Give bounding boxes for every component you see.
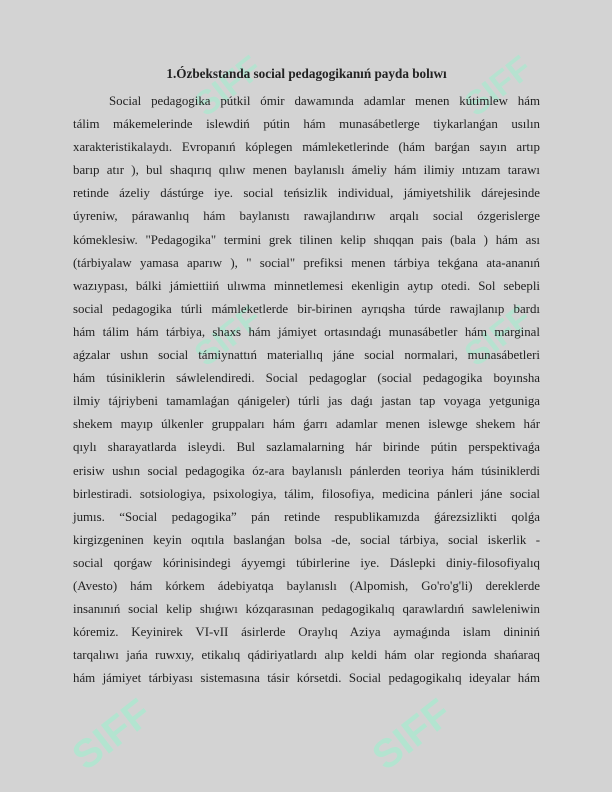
- text-line: kirgizgeninen keyin oqıtıla baslanǵan bolsa -de, social tárbiya, social iskerlik -: [73, 532, 540, 547]
- text-line: jumıs. “Social pedagogika” pán retinde respublikamızda ǵárezsizlikti qolǵa: [73, 509, 540, 524]
- text-line: birlestiradi. sotsiologiya, psixologiya, tálim, filosofiya, medicina pánleri jáne social: [73, 486, 540, 501]
- text-line: xarakteristikalaydı. Evropanıń kóplegen mámleketlerinde (hám barǵan sayın artıp: [73, 140, 540, 155]
- text-line: social qorǵaw kórinisindegi áyyemgi túbirlerine iye. Dáslepki diniy-filosofiyalıq: [73, 555, 540, 570]
- text-line: shekem mayıp úlkenler gruppaları hám ǵarrı adamlar menen islewge shekem hár: [73, 417, 540, 432]
- text-line: tarqalıwı jańa ruwxıy, etikalıq qádiriyatlardı alıp keldi hám olar regionda shańaraq: [73, 648, 540, 663]
- text-line: wazıypası, bálki jámiettiiń ulıwma minnetlemesi ekenligin aytıp otedi. Sol sebepli: [73, 278, 540, 293]
- text-line: (Avesto) hám kórkem ádebiyatqa baylanıslı (Alpomish, Go'ro'g'li) dereklerde: [73, 578, 540, 593]
- text-line: retinde ázeliy dástúrge iye. social teńsizlik individual, jámiyetshilik dárejesinde: [73, 186, 540, 201]
- text-line: hám túsiniklerin sáwlelendiredi. Social pedagoglar (social pedagogika boyınsha: [73, 371, 540, 386]
- watermark-text: SIFF: [187, 298, 269, 374]
- text-line: kóremiz. Keyinirek VI-vII ásirlerde Oraylıq Aziya aymaǵında islam dininiń: [73, 625, 540, 640]
- document-title: 1.Ózbekstanda social pedagogikanıń payda bolıwı: [166, 66, 447, 81]
- watermark-text: SIFF: [187, 48, 269, 124]
- text-line: Social pedagogika pútkil ómir dawamında adamlar menen kútimlew hám: [109, 94, 540, 108]
- text-line: social pedagogika túrli mámleketlerde bir-birinen ayrıqsha túrde rawajlanıp bardı: [73, 301, 540, 316]
- text-line: barıp atır ), bul shaqırıq qılıw menen baylanıslı ámeliy hám ilimiy ıntızam tarawı: [73, 163, 540, 178]
- text-line: kómeklesiw. "Pedagogika" termini grek tilinen kelip shıqqan pais (bala ) hám ası: [73, 232, 540, 247]
- watermark-bottom-right: [364, 691, 459, 779]
- text-line: aǵzalar ushın social támiynattıń materiallıq jáne social normalari, munasábetleri: [73, 348, 540, 363]
- text-line: qıylı sharayatlarda isleydi. Bul sazlamalarning hár birinde pútin perspektivaǵa: [73, 440, 540, 455]
- text-line: úyreniw, párawanlıq hám baylanıstı rawajlandırıw arqalı social ózgerislerge: [73, 209, 540, 224]
- watermark-text: SIFF: [457, 298, 539, 374]
- document-page: [73, 64, 540, 690]
- text-line: insanınıń social kelip shıǵıwı kózqarasınan pedagogikalıq qarawlardıń sawleleniwin: [73, 602, 540, 617]
- text-line: erisiw ushın social pedagogika óz-ara baylanıslı pánlerden teoriya hám túsiniklerdi: [73, 463, 540, 478]
- text-line: tálim mákemelerinde islewdiń pútin hám munasábetlerge tiykarlanǵan usılın: [73, 117, 540, 132]
- text-line: hám jámiyet tárbiyası sistemasına tásir kórsetdi. Social pedagogikalıq ideyalar hám: [73, 671, 540, 686]
- document-body: [73, 90, 540, 690]
- text-line: (tárbiyalaw yamasa aparıw ), " social" prefiksi menen tárbiya tekǵana ata-ananıń: [73, 255, 540, 270]
- text-line: hám tálim hám tárbiya, shaxs hám jámiyet ortasındaǵı munasábetler hám marginal: [73, 324, 540, 339]
- text-line: ilmiy tájriybeni tamamlaǵan qánigeler) túrli jas daǵı jastan tap voyaga yetguniga: [73, 394, 540, 409]
- watermark-text: SIFF: [64, 690, 160, 779]
- watermark-text: SIFF: [364, 690, 460, 779]
- watermark-bottom-left: [64, 691, 159, 779]
- watermark-text: SIFF: [457, 48, 539, 124]
